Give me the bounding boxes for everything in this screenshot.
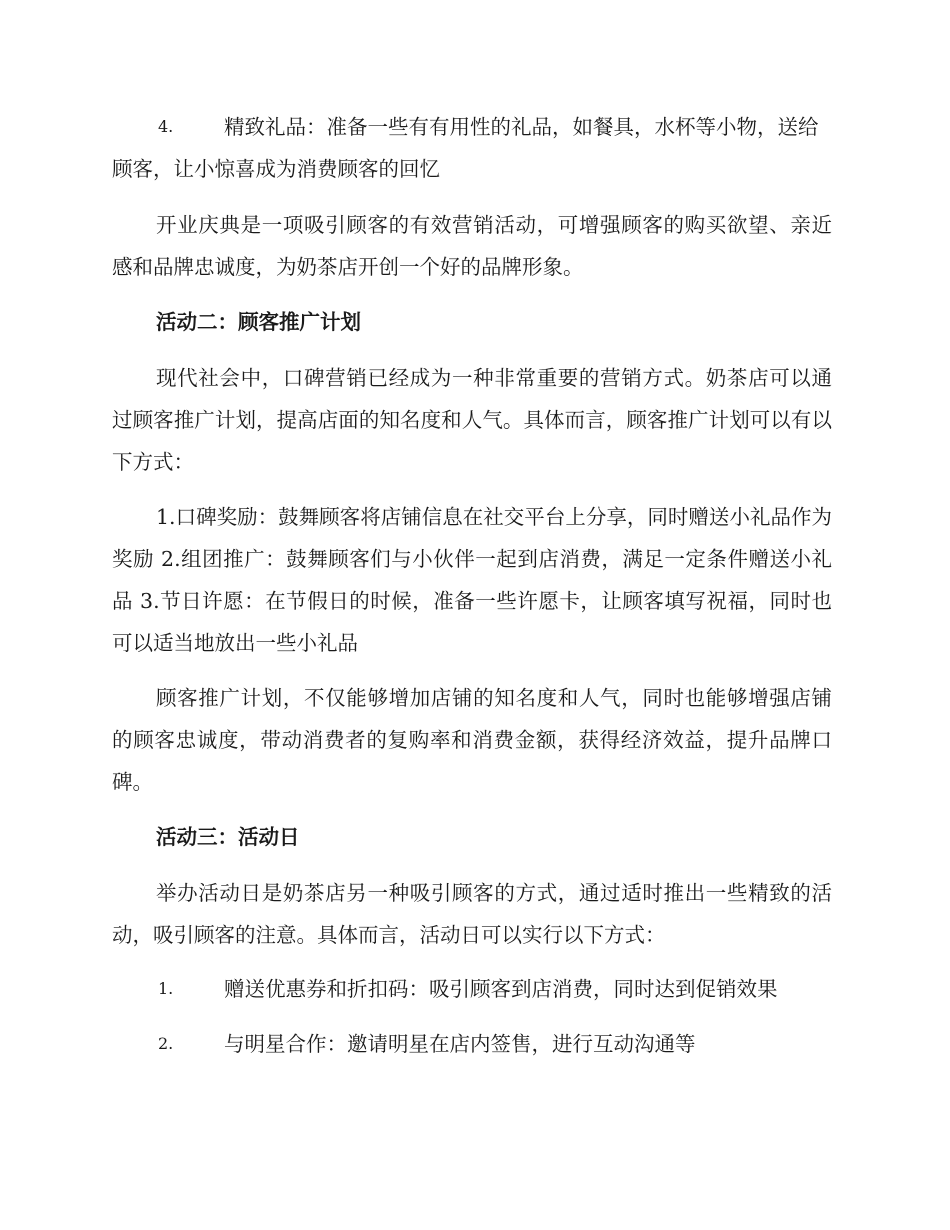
list-text: 赠送优惠券和折扣码：吸引顾客到店消费，同时达到促销效果: [224, 977, 778, 1001]
paragraph-celebration: [112, 204, 832, 288]
list-number: 2.: [158, 1034, 174, 1053]
paragraph-section3-intro: [112, 872, 832, 956]
section-heading-3: 活动三：活动日: [156, 825, 300, 849]
list-text: 精致礼品：准备一些有有用性的礼品，如餐具，水杯等小物，送给顾客，让小惊喜成为消费顾客的回忆: [112, 115, 819, 181]
paragraph-section2-intro: [112, 357, 832, 483]
section-heading-2: 活动二：顾客推广计划: [156, 310, 361, 334]
list-item-4: [112, 106, 832, 190]
paragraph-text: 开业庆典是一项吸引顾客的有效营销活动，可增强顾客的购买欲望、亲近感和品牌忠诚度，为奶茶店开创一个好的品牌形象。: [112, 213, 832, 279]
list-item-1: [112, 968, 832, 1010]
paragraph-text: 现代社会中，口碑营销已经成为一种非常重要的营销方式。奶茶店可以通过顾客推广计划，提高店面的知名度和人气。具体而言，顾客推广计划可以有以下方式：: [112, 366, 832, 474]
paragraph-section2-summary: [112, 677, 832, 803]
paragraph-text: 1.口碑奖励：鼓舞顾客将店铺信息在社交平台上分享，同时赠送小礼品作为奖励 2.组团推广：鼓舞顾客们与小伙伴一起到店消费，满足一定条件赠送小礼品 3.节日许愿：在节假日的时候，准备一些许愿卡，让顾客填写祝福，同时也可以适当地放出一些小礼品: [112, 505, 832, 655]
paragraph-text: 顾客推广计划，不仅能够增加店铺的知名度和人气，同时也能够增强店铺的顾客忠诚度，带动消费者的复购率和消费金额，获得经济效益，提升品牌口碑。: [112, 686, 832, 794]
list-item-2: [112, 1023, 832, 1065]
list-number: 4.: [158, 117, 174, 136]
list-text: 与明星合作：邀请明星在店内签售，进行互动沟通等: [224, 1032, 696, 1056]
list-number: 1.: [158, 979, 174, 998]
paragraph-section2-methods: [112, 496, 832, 664]
paragraph-text: 举办活动日是奶茶店另一种吸引顾客的方式，通过适时推出一些精致的活动，吸引顾客的注意。具体而言，活动日可以实行以下方式：: [112, 881, 832, 947]
